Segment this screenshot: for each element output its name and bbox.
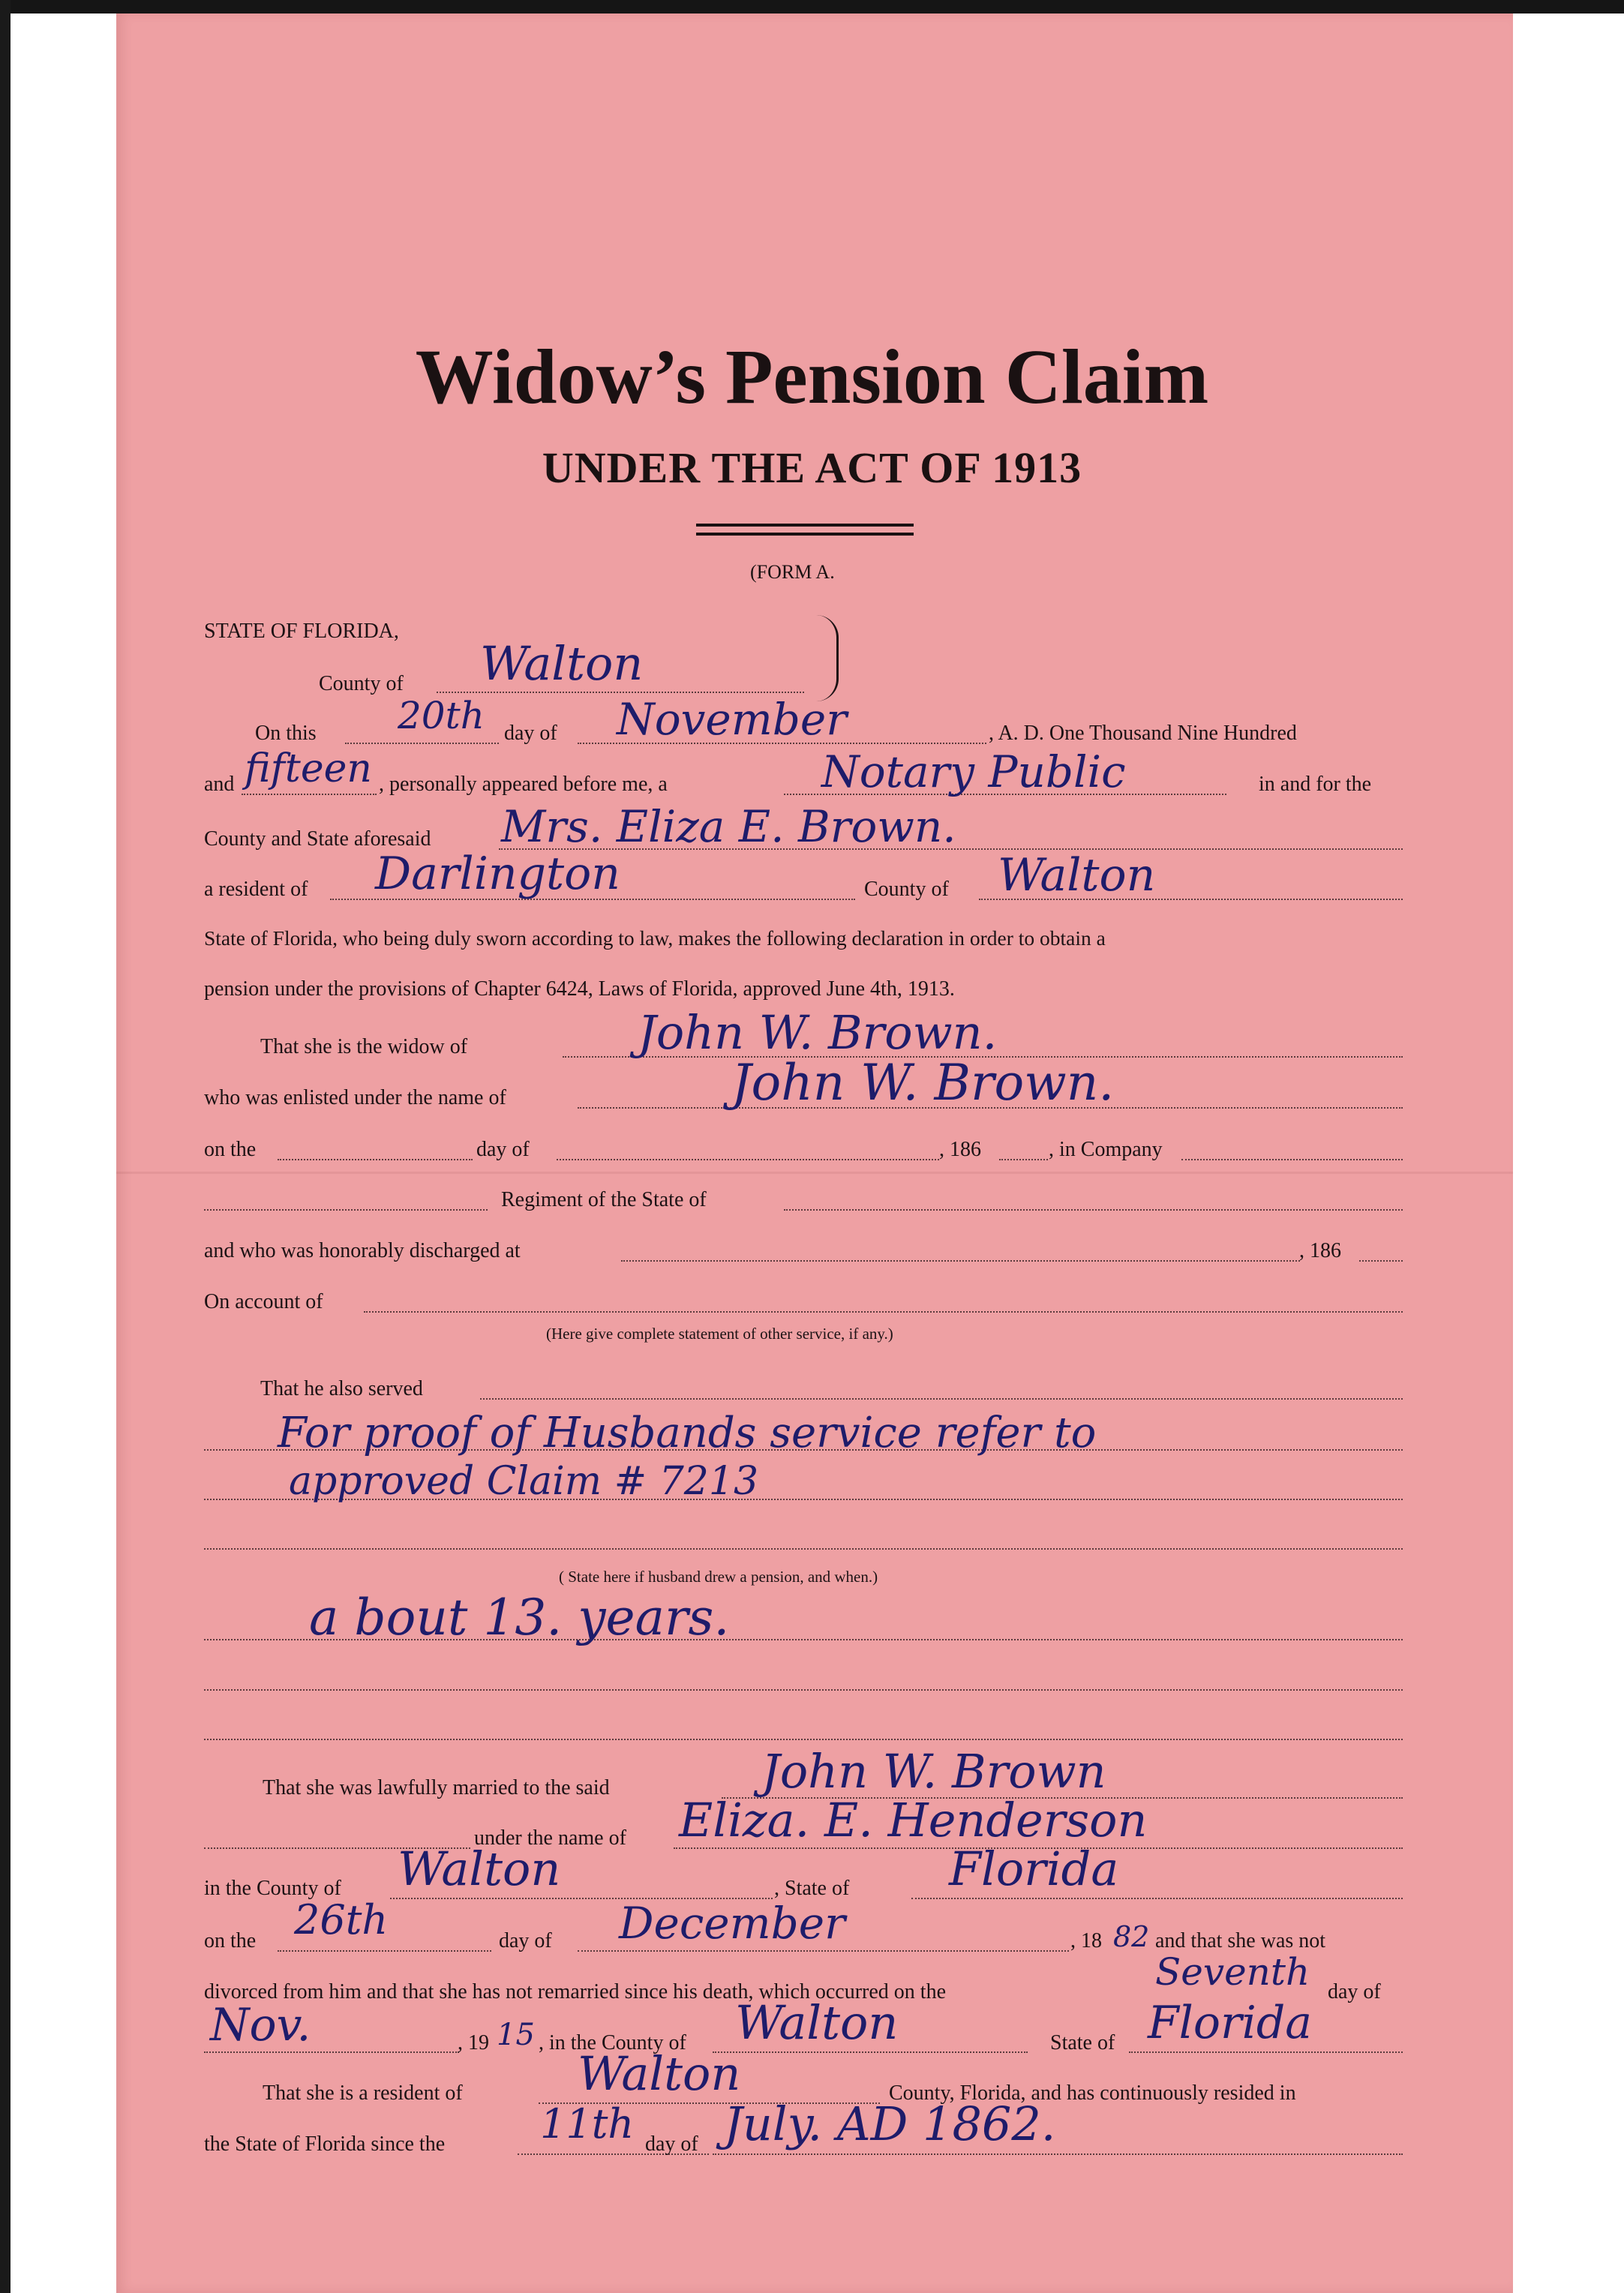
death-day-value: Seventh xyxy=(1155,1950,1310,1994)
marriage-county-value: Walton xyxy=(398,1841,561,1896)
enlist-month-line xyxy=(557,1159,939,1160)
marriage-day-value: 26th xyxy=(294,1896,389,1943)
residence-county-value: Walton xyxy=(998,849,1156,902)
death-county-line xyxy=(713,2051,1028,2053)
also-served-line xyxy=(480,1398,1403,1400)
county-label: County of xyxy=(319,672,404,695)
service-value-2: approved Claim # 7213 xyxy=(289,1459,759,1504)
company-line xyxy=(1181,1159,1403,1160)
year-word-line xyxy=(242,794,377,795)
since-label: the State of Florida since the xyxy=(204,2132,446,2156)
resided-text: County, Florida, and has continuously resided in xyxy=(889,2081,1296,2105)
regiment-line xyxy=(204,1209,488,1211)
day-of-label: day of xyxy=(504,722,557,745)
widow-of-label: That she is the widow of xyxy=(260,1035,468,1058)
enlist-day-line xyxy=(278,1159,473,1160)
death-state-line xyxy=(1129,2051,1403,2053)
claimant-value: Mrs. Eliza E. Brown. xyxy=(501,801,956,852)
married-value: John W. Brown xyxy=(761,1744,1106,1799)
husband-value: John W. Brown. xyxy=(638,1005,998,1060)
on-this-label: On this xyxy=(255,722,317,745)
scan-top-edge xyxy=(0,0,1624,14)
death-state-value: Florida xyxy=(1148,1997,1312,2049)
year-word-value: fifteen xyxy=(245,746,372,791)
under-name-label: under the name of xyxy=(474,1826,626,1850)
note-other-service: (Here give complete statement of other service, if any.) xyxy=(546,1325,893,1343)
married-label: That she was lawfully married to the said xyxy=(263,1776,610,1799)
marriage-year-prefix: , 18 xyxy=(1070,1929,1102,1952)
regiment-label: Regiment of the State of xyxy=(501,1188,707,1211)
service-line-3 xyxy=(204,1548,1403,1550)
marriage-state-line xyxy=(911,1898,1403,1899)
company-label: , in Company xyxy=(1049,1138,1163,1161)
in-and-for-text: in and for the xyxy=(1259,773,1372,796)
death-year-prefix: , 19 xyxy=(458,2031,489,2054)
form-title: Widow’s Pension Claim xyxy=(415,334,1209,420)
discharged-line xyxy=(621,1260,1300,1262)
discharged-year-label: , 186 xyxy=(1299,1239,1341,1262)
on-the-label: on the xyxy=(204,1138,257,1161)
in-county-label: in the County of xyxy=(204,1877,341,1900)
service-value-1: For proof of Husbands service refer to xyxy=(278,1409,1097,1457)
pension-value: a bout 13. years. xyxy=(309,1589,730,1646)
pension-line-2 xyxy=(204,1689,1403,1691)
form-subtitle: UNDER THE ACT OF 1913 xyxy=(542,443,1082,492)
pension-line-3 xyxy=(204,1739,1403,1740)
marriage-on-label: on the xyxy=(204,1929,257,1952)
maiden-name-value: Eliza. E. Henderson xyxy=(679,1793,1148,1847)
form-label: (FORM A. xyxy=(750,561,835,583)
since-date-line xyxy=(713,2153,1403,2155)
state-of-label: , State of xyxy=(774,1877,850,1900)
note-pension: ( State here if husband drew a pension, and when.) xyxy=(559,1568,878,1586)
declaration-line-1: State of Florida, who being duly sworn according to law, makes the following declaration in order to obtain a xyxy=(204,926,1106,950)
title-rule-bottom xyxy=(696,533,914,536)
death-county-value: Walton xyxy=(735,1995,899,2050)
marriage-day-of-label: day of xyxy=(499,1929,552,1952)
county-value: Walton xyxy=(480,636,644,691)
title-rule-top xyxy=(696,524,914,527)
enlisted-label: who was enlisted under the name of xyxy=(204,1086,506,1109)
marriage-month-value: December xyxy=(619,1898,845,1949)
marriage-day-line xyxy=(278,1950,491,1952)
death-day-of-label: day of xyxy=(1328,1980,1381,2003)
discharged-label: and who was honorably discharged at xyxy=(204,1239,521,1262)
year-prefix-text: , A. D. One Thousand Nine Hundred xyxy=(989,722,1297,745)
residence-value: Darlington xyxy=(375,848,620,900)
paper-fold xyxy=(116,1172,1513,1174)
month-value: November xyxy=(617,694,847,745)
declaration-line-2: pension under the provisions of Chapter 6424, Laws of Florida, approved June 4th, 1913. xyxy=(204,977,955,1001)
county-of-label: County of xyxy=(864,878,949,901)
death-month-line xyxy=(204,2051,459,2053)
marriage-year-value: 82 xyxy=(1113,1920,1150,1953)
enlisted-value: John W. Brown. xyxy=(731,1054,1115,1112)
account-line xyxy=(364,1311,1403,1313)
day-line xyxy=(345,743,499,744)
marriage-month-line xyxy=(578,1950,1069,1952)
state-label: STATE OF FLORIDA, xyxy=(204,620,399,643)
since-day-value: 11th xyxy=(540,2100,635,2147)
death-state-label: State of xyxy=(1050,2031,1115,2054)
officer-value: Notary Public xyxy=(821,746,1126,797)
county-brace xyxy=(814,615,839,701)
appeared-text: , personally appeared before me, a xyxy=(379,773,668,796)
enlist-year-line xyxy=(999,1159,1048,1160)
account-label: On account of xyxy=(204,1290,323,1313)
death-month-value: Nov. xyxy=(210,1999,311,2051)
resident-of-label: a resident of xyxy=(204,878,308,901)
county-line xyxy=(437,692,804,693)
county-state-text: County and State aforesaid xyxy=(204,827,431,851)
day-value: 20th xyxy=(398,694,485,737)
marriage-state-value: Florida xyxy=(949,1841,1119,1896)
resident-county-value: Walton xyxy=(578,2046,741,2101)
not-divorced-text: and that she was not xyxy=(1155,1929,1326,1952)
also-served-label: That he also served xyxy=(260,1377,423,1400)
resident-county-label: That she is a resident of xyxy=(263,2081,463,2105)
and-label: and xyxy=(204,773,235,796)
death-county-label: , in the County of xyxy=(539,2031,686,2054)
divorced-line: divorced from him and that she has not remarried since his death, which occurred on the xyxy=(204,1980,947,2003)
enlist-year-label: , 186 xyxy=(939,1138,981,1161)
enlist-day-of-label: day of xyxy=(476,1138,530,1161)
death-year-value: 15 xyxy=(497,2018,535,2052)
since-day-of-label: day of xyxy=(645,2132,698,2156)
regiment-state-line xyxy=(784,1209,1403,1211)
discharged-year-line xyxy=(1359,1260,1403,1262)
since-date-value: July. AD 1862. xyxy=(724,2096,1056,2151)
